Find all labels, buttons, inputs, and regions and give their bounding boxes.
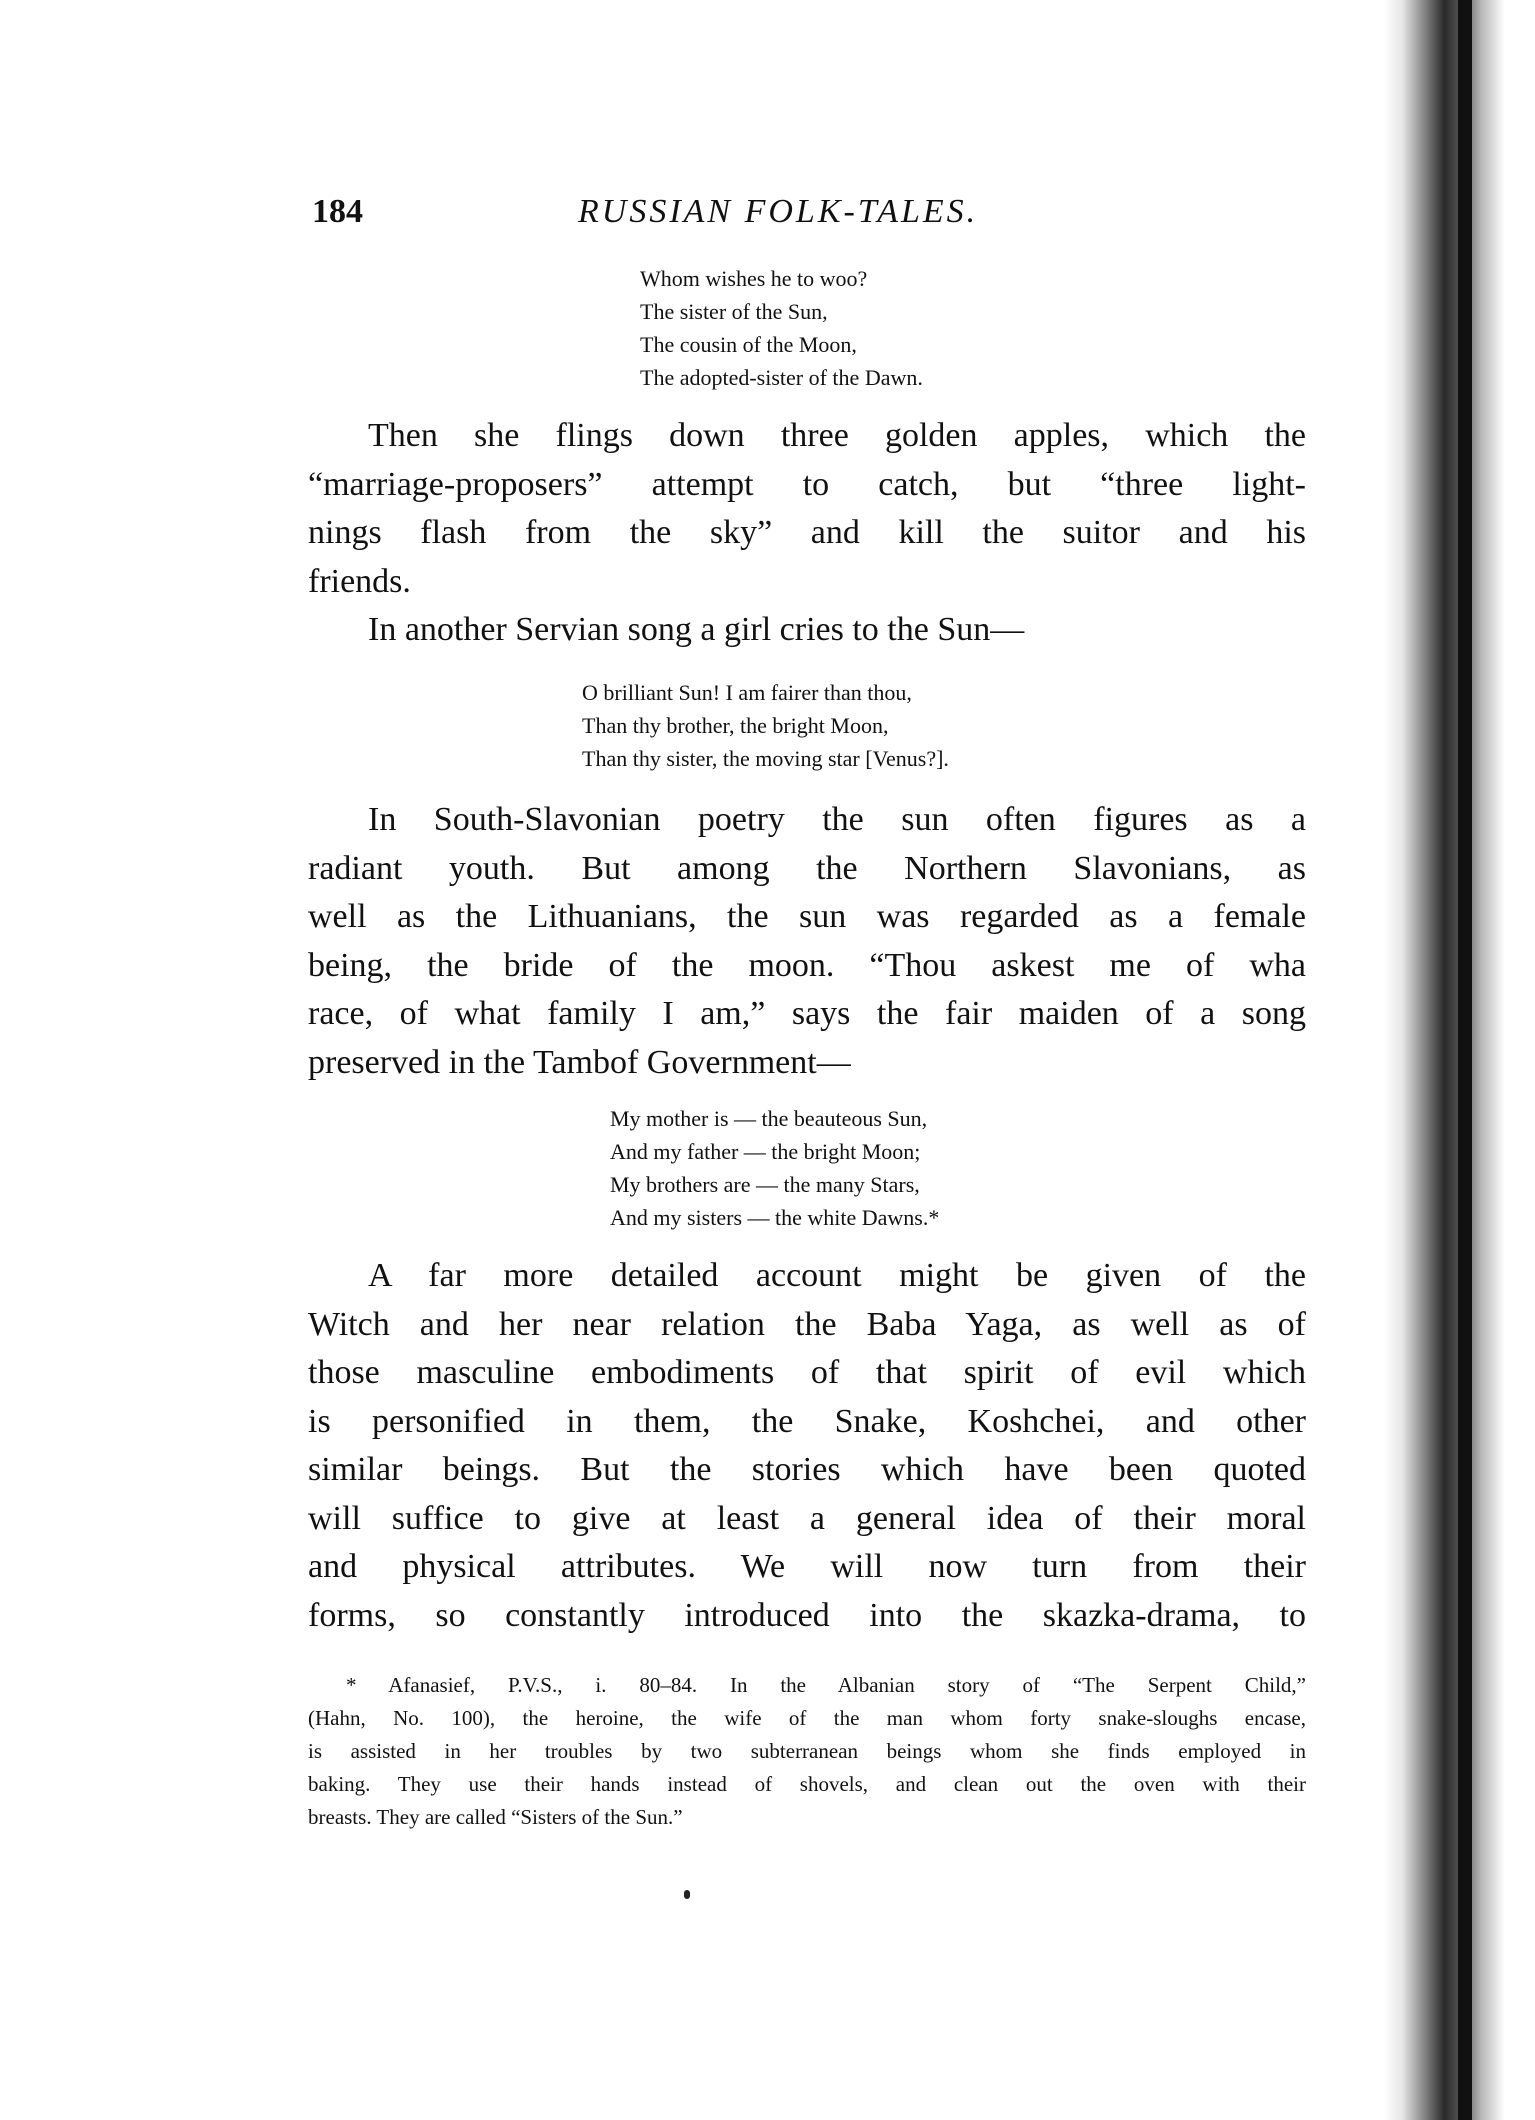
footnote-line: baking. They use their hands instead of shovels, and clean out the oven with their [308,1772,1306,1796]
verse-block-1 [640,262,923,394]
text-line: In South-Slavonian poetry the sun often figures as a [368,801,1306,838]
text-line: Witch and her near relation the Baba Yaga, as well as of [308,1305,1306,1343]
verse-line: The adopted-sister of the Dawn. [640,365,923,390]
text-line: Then she flings down three golden apples, which the [368,417,1306,454]
text-line: those masculine embodiments of that spirit of evil which [308,1354,1306,1391]
footnote [308,1669,1306,1834]
footnote-line: (Hahn, No. 100), the heroine, the wife of the man whom forty snake-sloughs encase, [308,1706,1306,1730]
text-line: is personified in them, the Snake, Koshchei, and other [308,1402,1306,1440]
verse-line: The cousin of the Moon, [640,332,857,357]
text-line: friends. [308,562,411,600]
text-line: race, of what family I am,” says the fair maiden of a song [308,995,1306,1032]
text-line: will suffice to give at least a general idea of their moral [308,1499,1306,1537]
text-line: being, the bride of the moon. “Thou askest me of wha [308,946,1306,984]
text-line: and physical attributes. We will now turn from their [308,1548,1306,1585]
paragraph-witch-account [308,1252,1306,1640]
ink-speck [684,1890,690,1899]
running-title: RUSSIAN FOLK-TALES. [578,193,979,230]
verse-block-2 [582,676,949,775]
text-line: A far more detailed account might be given of the [368,1257,1306,1294]
verse-line: My brothers are — the many Stars, [610,1172,920,1197]
text-line: In another Servian song a girl cries to the Sun— [368,611,1025,648]
text-line: preserved in the Tambof Government— [308,1043,851,1081]
text-line: forms, so constantly introduced into the skazka-drama, to [308,1596,1306,1634]
page-binding-edge [1458,0,1472,2120]
text-line: nings flash from the sky” and kill the suitor and his [308,514,1306,551]
verse-line: My mother is — the beauteous Sun, [610,1106,928,1131]
verse-line: Than thy brother, the bright Moon, [582,713,889,738]
footnote-line: breasts. They are called “Sisters of the Sun.” [308,1805,683,1829]
paragraph-servian-song [308,606,1306,655]
verse-line: The sister of the Sun, [640,299,828,324]
footnote-line: is assisted in her troubles by two subterranean beings whom she finds employed in [308,1739,1306,1763]
text-line: “marriage-proposers” attempt to catch, but “three light- [308,465,1306,503]
verse-block-3 [610,1102,939,1234]
verse-line: Whom wishes he to woo? [640,266,868,291]
verse-line: And my father — the bright Moon; [610,1139,921,1164]
verse-line: And my sisters — the white Dawns.* [610,1205,940,1230]
text-line: similar beings. But the stories which have been quoted [308,1451,1306,1488]
paragraph-south-slavonian [308,796,1306,1087]
text-line: well as the Lithuanians, the sun was regarded as a female [308,898,1306,935]
page-number: 184 [312,193,363,230]
footnote-line: * Afanasief, P.V.S., i. 80–84. In the Albanian story of “The Serpent Child,” [346,1673,1306,1697]
verse-line: Than thy sister, the moving star [Venus?]. [582,746,949,771]
text-line: radiant youth. But among the Northern Slavonians, as [308,849,1306,887]
paragraph-golden-apples [308,412,1306,606]
verse-line: O brilliant Sun! I am fairer than thou, [582,680,912,705]
